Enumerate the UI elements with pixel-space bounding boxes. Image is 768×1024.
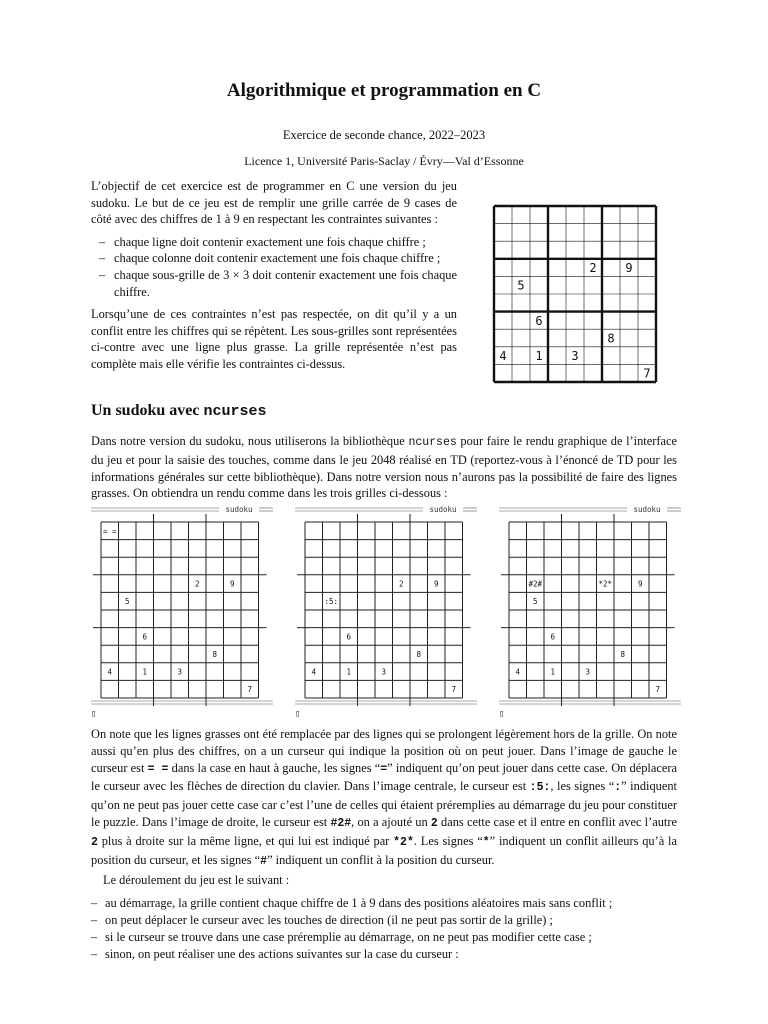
terminal-cell-value: *2* xyxy=(598,579,613,589)
code: * xyxy=(482,835,490,849)
terminal-cell-value: 1 xyxy=(550,667,556,677)
terminal-cell-value: 6 xyxy=(142,632,148,642)
text: dans cette case et il entre en conflit avec l’autre xyxy=(441,814,677,829)
text: , on a ajouté un xyxy=(351,814,428,829)
terminal-cursor-icon: ▯ xyxy=(295,709,301,719)
terminal-cell-value: 6 xyxy=(346,632,352,642)
terminal-render-center xyxy=(295,502,477,718)
code: 2 xyxy=(430,816,438,830)
terminal-title: sudoku xyxy=(429,505,457,514)
sudoku-digit: 1 xyxy=(535,349,543,364)
terminal-cell-value: 4 xyxy=(311,667,317,677)
terminal-cell-value: 7 xyxy=(247,685,253,695)
text: ” indiquent un conflit ailleurs qu’à la position du curseur, et les signes “ xyxy=(91,833,677,867)
text: ” indiquent un conflit à la position du curseur. xyxy=(267,852,495,867)
text: dans la case en haut à gauche, les signes “ xyxy=(171,760,381,775)
text: , les signes “ xyxy=(550,779,615,794)
sudoku-digit: 9 xyxy=(625,261,633,276)
code: = = xyxy=(147,762,169,776)
terminal-title: sudoku xyxy=(225,505,253,514)
step-item: – sinon, on peut réaliser une des actions suivantes sur la case du curseur : xyxy=(91,946,677,963)
code: 2 xyxy=(91,835,98,849)
terminal-cell-value: 2 xyxy=(398,579,404,589)
terminal-render-right xyxy=(499,502,681,718)
code: *2* xyxy=(393,835,414,849)
terminal-cell-value: 8 xyxy=(620,650,626,659)
terminal-cell-value: 1 xyxy=(142,667,148,677)
explanation-paragraph xyxy=(91,726,677,870)
code: : xyxy=(614,781,622,795)
sudoku-figure xyxy=(492,204,662,381)
terminal-cell-value: 4 xyxy=(107,667,113,677)
text: plus à droite sur la même ligne, et qui lui est indiqué par xyxy=(101,833,390,848)
constraint-item: – chaque sous-grille de 3 × 3 doit contenir exactement une fois chaque chiffre. xyxy=(91,267,457,300)
terminal-cell-value: 7 xyxy=(451,685,457,695)
sudoku-digit: 2 xyxy=(589,261,597,276)
section-heading-text: Un sudoku avec xyxy=(91,402,200,419)
explanation xyxy=(91,726,677,968)
terminal-cell-value: 8 xyxy=(212,650,218,659)
intro-text xyxy=(91,178,457,379)
section-paragraph xyxy=(91,433,677,502)
terminal-title: sudoku xyxy=(633,505,661,514)
text: . Les signes “ xyxy=(413,833,483,848)
section-heading-code: ncurses xyxy=(203,403,267,420)
section-code: ncurses xyxy=(408,436,457,449)
document-subtitle: Exercice de seconde chance, 2022–2023 xyxy=(282,128,486,142)
terminal-cell-value: 9 xyxy=(637,579,643,589)
constraints-list xyxy=(91,234,457,300)
terminal-cell-value: 9 xyxy=(229,579,235,589)
section-text-a: Dans notre version du sudoku, nous utiliserons la bibliothèque xyxy=(91,434,405,448)
terminal-cell-value: 8 xyxy=(416,650,422,659)
step-item: – on peut déplacer le curseur avec les touches de direction (il ne peut pas sortir de la grille) ; xyxy=(91,912,677,929)
terminal-cursor-icon: ▯ xyxy=(499,709,505,719)
steps-list xyxy=(91,895,677,962)
terminal-cell-value: 3 xyxy=(585,667,591,677)
flow-intro: Le déroulement du jeu est le suivant : xyxy=(103,873,290,888)
code: :5: xyxy=(529,781,551,795)
section-text-b: pour faire le rendu graphique de l’interface du jeu et pour la saisie des touches, comme dans le jeu 2048 réalisé en TD (reportez-vous à l’énoncé de TD pour les informations générales sur cette bibliothèque). Dans notre version nous n’aurons pas la possibilité de faire des lignes grasses. On obtiendra un rendu comme dans les trois grilles ci-dessous : xyxy=(91,434,677,501)
code: = xyxy=(380,762,388,776)
text: ” indiquent qu’on ne peut pas jouer cette case car c’est l’une de celles qui étaient préremplies au démarrage du jeu pour constituer le puzzle. Dans l’image de droite, le curseur est xyxy=(91,779,677,829)
sudoku-digit: 4 xyxy=(499,349,507,364)
text: ” indiquent qu’on peut jouer dans cette case. On déplacera le curseur avec les flèches de direction du clavier. Dans l’image centrale, le curseur est xyxy=(91,760,677,794)
section-heading xyxy=(91,402,267,420)
code: #2# xyxy=(330,816,352,830)
document-affiliation: Licence 1, Université Paris-Saclay / Évry—Val d’Essonne xyxy=(244,154,524,168)
constraint-item: – chaque ligne doit contenir exactement une fois chaque chiffre ; xyxy=(91,234,457,251)
sudoku-digit: 6 xyxy=(535,313,543,328)
terminal-cursor-icon: ▯ xyxy=(91,709,97,719)
terminal-cell-value: :5: xyxy=(324,597,339,607)
step-item: – au démarrage, la grille contient chaque chiffre de 1 à 9 dans des positions aléatoires mais sans conflit ; xyxy=(91,895,677,912)
text: On note que les lignes grasses ont été remplacée par des lignes qui se prolongent légèrement hors de la grille. On note aussi qu’en plus des chiffres, on a un curseur qui indique la position où on peut jouer. Dans l’image de gauche le curseur est xyxy=(91,727,677,775)
intro-paragraph-2: Lorsqu’une de ces contraintes n’est pas respectée, on dit qu’il y a un conflit entre les chiffres qui se répètent. Les sous-grilles sont représentées ci-contre avec une ligne plus grasse. La grille représentée n’est pas complète mais elle vérifie les contraintes ci-dessus. xyxy=(91,307,457,371)
terminal-cell-value: = = xyxy=(102,526,117,536)
terminal-cell-value: 1 xyxy=(346,667,352,677)
document-title: Algorithmique et programmation en C xyxy=(226,80,542,101)
constraint-item: – chaque colonne doit contenir exactement une fois chaque chiffre ; xyxy=(91,250,457,267)
sudoku-digit: 8 xyxy=(607,331,615,346)
terminal-cell-value: 5 xyxy=(532,597,538,607)
terminal-cell-value: 7 xyxy=(655,685,661,695)
terminal-cell-value: #2# xyxy=(528,579,543,589)
terminal-cell-value: 3 xyxy=(177,667,183,677)
terminal-cell-value: 5 xyxy=(124,597,130,607)
terminal-cell-value: 4 xyxy=(515,667,521,677)
intro-paragraph-1: L’objectif de cet exercice est de programmer en C une version du jeu sudoku. Le but de ce jeu est de remplir une grille carrée de 9 cases de côté avec des chiffres de 1 à 9 en respectant les contraintes suivantes : xyxy=(91,179,457,227)
terminal-render-left xyxy=(91,502,273,718)
terminal-cell-value: 3 xyxy=(381,667,387,677)
sudoku-digit: 5 xyxy=(517,278,525,293)
sudoku-digit: 7 xyxy=(643,366,651,381)
terminal-cell-value: 2 xyxy=(194,579,200,589)
sudoku-digit: 3 xyxy=(571,349,579,364)
terminal-cell-value: 6 xyxy=(550,632,556,642)
terminal-cell-value: 9 xyxy=(433,579,439,589)
step-item: – si le curseur se trouve dans une case préremplie au démarrage, on ne peut pas modifier cette case ; xyxy=(91,929,677,946)
code: # xyxy=(260,854,268,868)
